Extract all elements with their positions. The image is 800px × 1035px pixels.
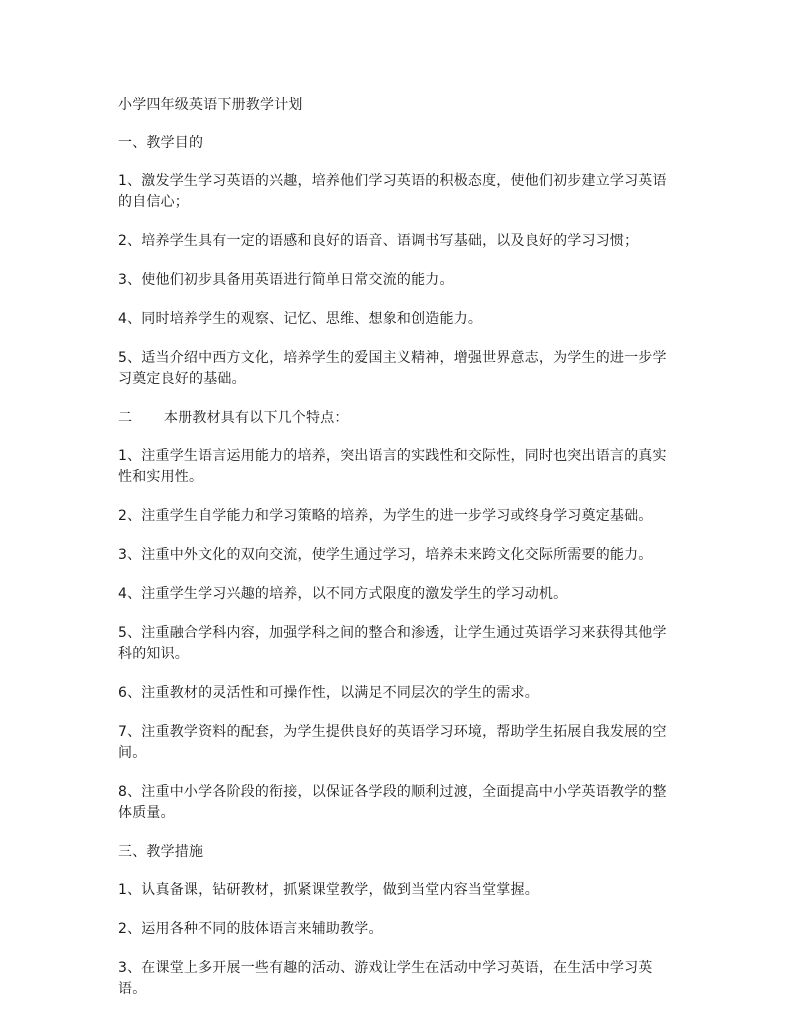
section-2-heading bbox=[118, 408, 678, 429]
section-2-heading-number: 二 bbox=[118, 410, 133, 426]
section-1-item: 4、同时培养学生的观察、记忆、思维、想象和创造能力。 bbox=[118, 311, 483, 327]
section-2-item: 4、注重学生学习兴趣的培养，以不同方式限度的激发学生的学习动机。 bbox=[118, 586, 568, 602]
section-2-item: 7、注重教学资料的配套，为学生提供良好的英语学习环境，帮助学生拓展自我发展的空间。 bbox=[118, 724, 667, 761]
section-3-heading: 三、教学措施 bbox=[118, 844, 204, 860]
document-page bbox=[118, 95, 678, 1018]
section-2-item: 1、注重学生语言运用能力的培养，突出语言的实践性和交际性，同时也突出语言的真实性和实用性。 bbox=[118, 448, 667, 485]
section-2-item: 6、注重教材的灵活性和可操作性，以满足不同层次的学生的需求。 bbox=[118, 685, 539, 701]
section-3-item: 3、在课堂上多开展一些有趣的活动、游戏让学生在活动中学习英语，在生活中学习英语。 bbox=[118, 960, 653, 997]
section-2-item: 5、注重融合学科内容，加强学科之间的整合和渗透，让学生通过英语学习来获得其他学科的知识。 bbox=[118, 625, 667, 662]
section-2-item: 3、注重中外文化的双向交流，使学生通过学习，培养未来跨文化交际所需要的能力。 bbox=[118, 547, 653, 563]
section-1-item: 3、使他们初步具备用英语进行简单日常交流的能力。 bbox=[118, 272, 454, 288]
section-1-item: 1、激发学生学习英语的兴趣，培养他们学习英语的积极态度，使他们初步建立学习英语的自信心； bbox=[118, 173, 667, 210]
section-1-item: 2、培养学生具有一定的语感和良好的语音、语调书写基础，以及良好的学习习惯； bbox=[118, 233, 639, 249]
section-2-item: 2、注重学生自学能力和学习策略的培养，为学生的进一步学习或终身学习奠定基础。 bbox=[118, 508, 653, 524]
document-title: 小学四年级英语下册教学计划 bbox=[118, 97, 303, 113]
section-1-item: 5、适当介绍中西方文化，培养学生的爱国主义精神，增强世界意志，为学生的进一步学习奠定良好的基础。 bbox=[118, 350, 667, 387]
section-1-heading: 一、教学目的 bbox=[118, 135, 204, 151]
section-2-heading-text: 本册教材具有以下几个特点： bbox=[164, 410, 349, 426]
section-3-item: 2、运用各种不同的肢体语言来辅助教学。 bbox=[118, 921, 383, 937]
section-3-item: 1、认真备课，钻研教材，抓紧课堂教学，做到当堂内容当堂掌握。 bbox=[118, 882, 539, 898]
section-2-item: 8、注重中小学各阶段的衔接，以保证各学段的顺利过渡，全面提高中小学英语教学的整体质量。 bbox=[118, 784, 667, 821]
